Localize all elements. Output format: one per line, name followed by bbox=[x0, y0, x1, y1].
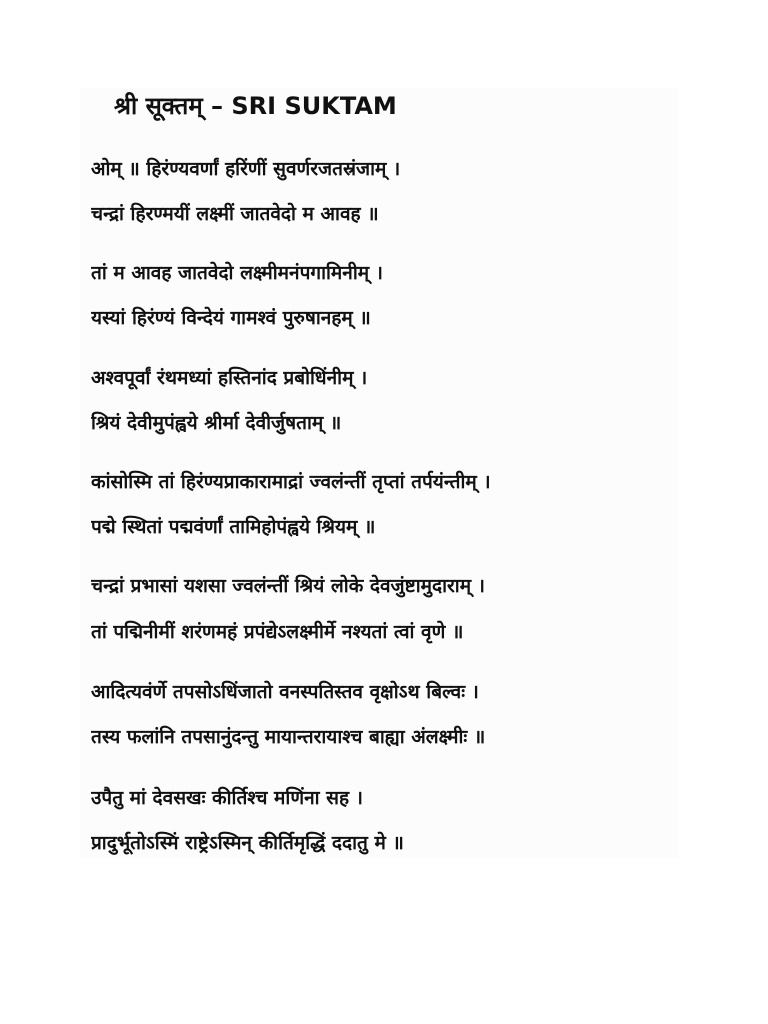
verse-4-line-1: कांसोस्मि तां हिरंण्यप्राकारामाद्रां ज्वलंन्तीं तृप्तां तर्पयंन्तीम् । bbox=[91, 471, 491, 493]
verse-7-line-2: प्रादुर्भूतोऽस्मिं राष्ट्रेऽस्मिन् कीर्तिमृद्धिं ददातु मे ॥ bbox=[91, 832, 404, 854]
verse-6-line-1: आदित्यवंर्णे तपसोऽधिंजातो वनस्पतिस्तव वृक्षोऽथ बिल्वः । bbox=[91, 681, 479, 703]
page-title: श्री सूक्तम् – SRI SUKTAM bbox=[114, 92, 397, 120]
verse-3-line-1: अश्वपूर्वां रंथमध्यां हस्तिनांद प्रबोधिंनीम् । bbox=[91, 367, 368, 389]
verse-5-line-2: तां पद्मिनीमीं शरंणमहं प्रपंद्येऽलक्ष्मीर्मे नश्यतां त्वां वृणे ॥ bbox=[91, 621, 464, 643]
verse-3-line-2: श्रियं देवीमुपंह्वये श्रीर्मा देवीर्जुषताम् ॥ bbox=[91, 412, 342, 434]
verse-6-line-2: तस्य फलांनि तपसानुंदन्तु मायान्तरायाश्च बाह्या अंलक्ष्मीः ॥ bbox=[91, 726, 486, 748]
verse-1-line-1: ओम् ॥ हिरंण्यवर्णां हरिंणीं सुवर्णरजतस्रंजाम् । bbox=[91, 158, 401, 180]
verse-7-line-1: उपैतु मां देवसखः कीर्तिश्च मणिंना सह । bbox=[91, 787, 363, 809]
verse-4-line-2: पद्मे स्थितां पद्मवंर्णां तामिहोपंह्वये श्रियम् ॥ bbox=[91, 516, 376, 538]
verse-2-line-2: यस्यां हिरंण्यं विन्देयं गामश्वं पुरुषानहम् ॥ bbox=[91, 307, 371, 329]
verse-2-line-1: तां म आवह जातवेदो लक्ष्मीमनंपगामिनीम् । bbox=[91, 262, 383, 284]
verse-1-line-2: चन्द्रां हिरण्मयीं लक्ष्मीं जातवेदो म आवह ॥ bbox=[91, 203, 379, 225]
verse-5-line-1: चन्द्रां प्रभासां यशसा ज्वलंन्तीं श्रियं लोके देवजुंष्टामुदाराम् । bbox=[91, 575, 485, 597]
